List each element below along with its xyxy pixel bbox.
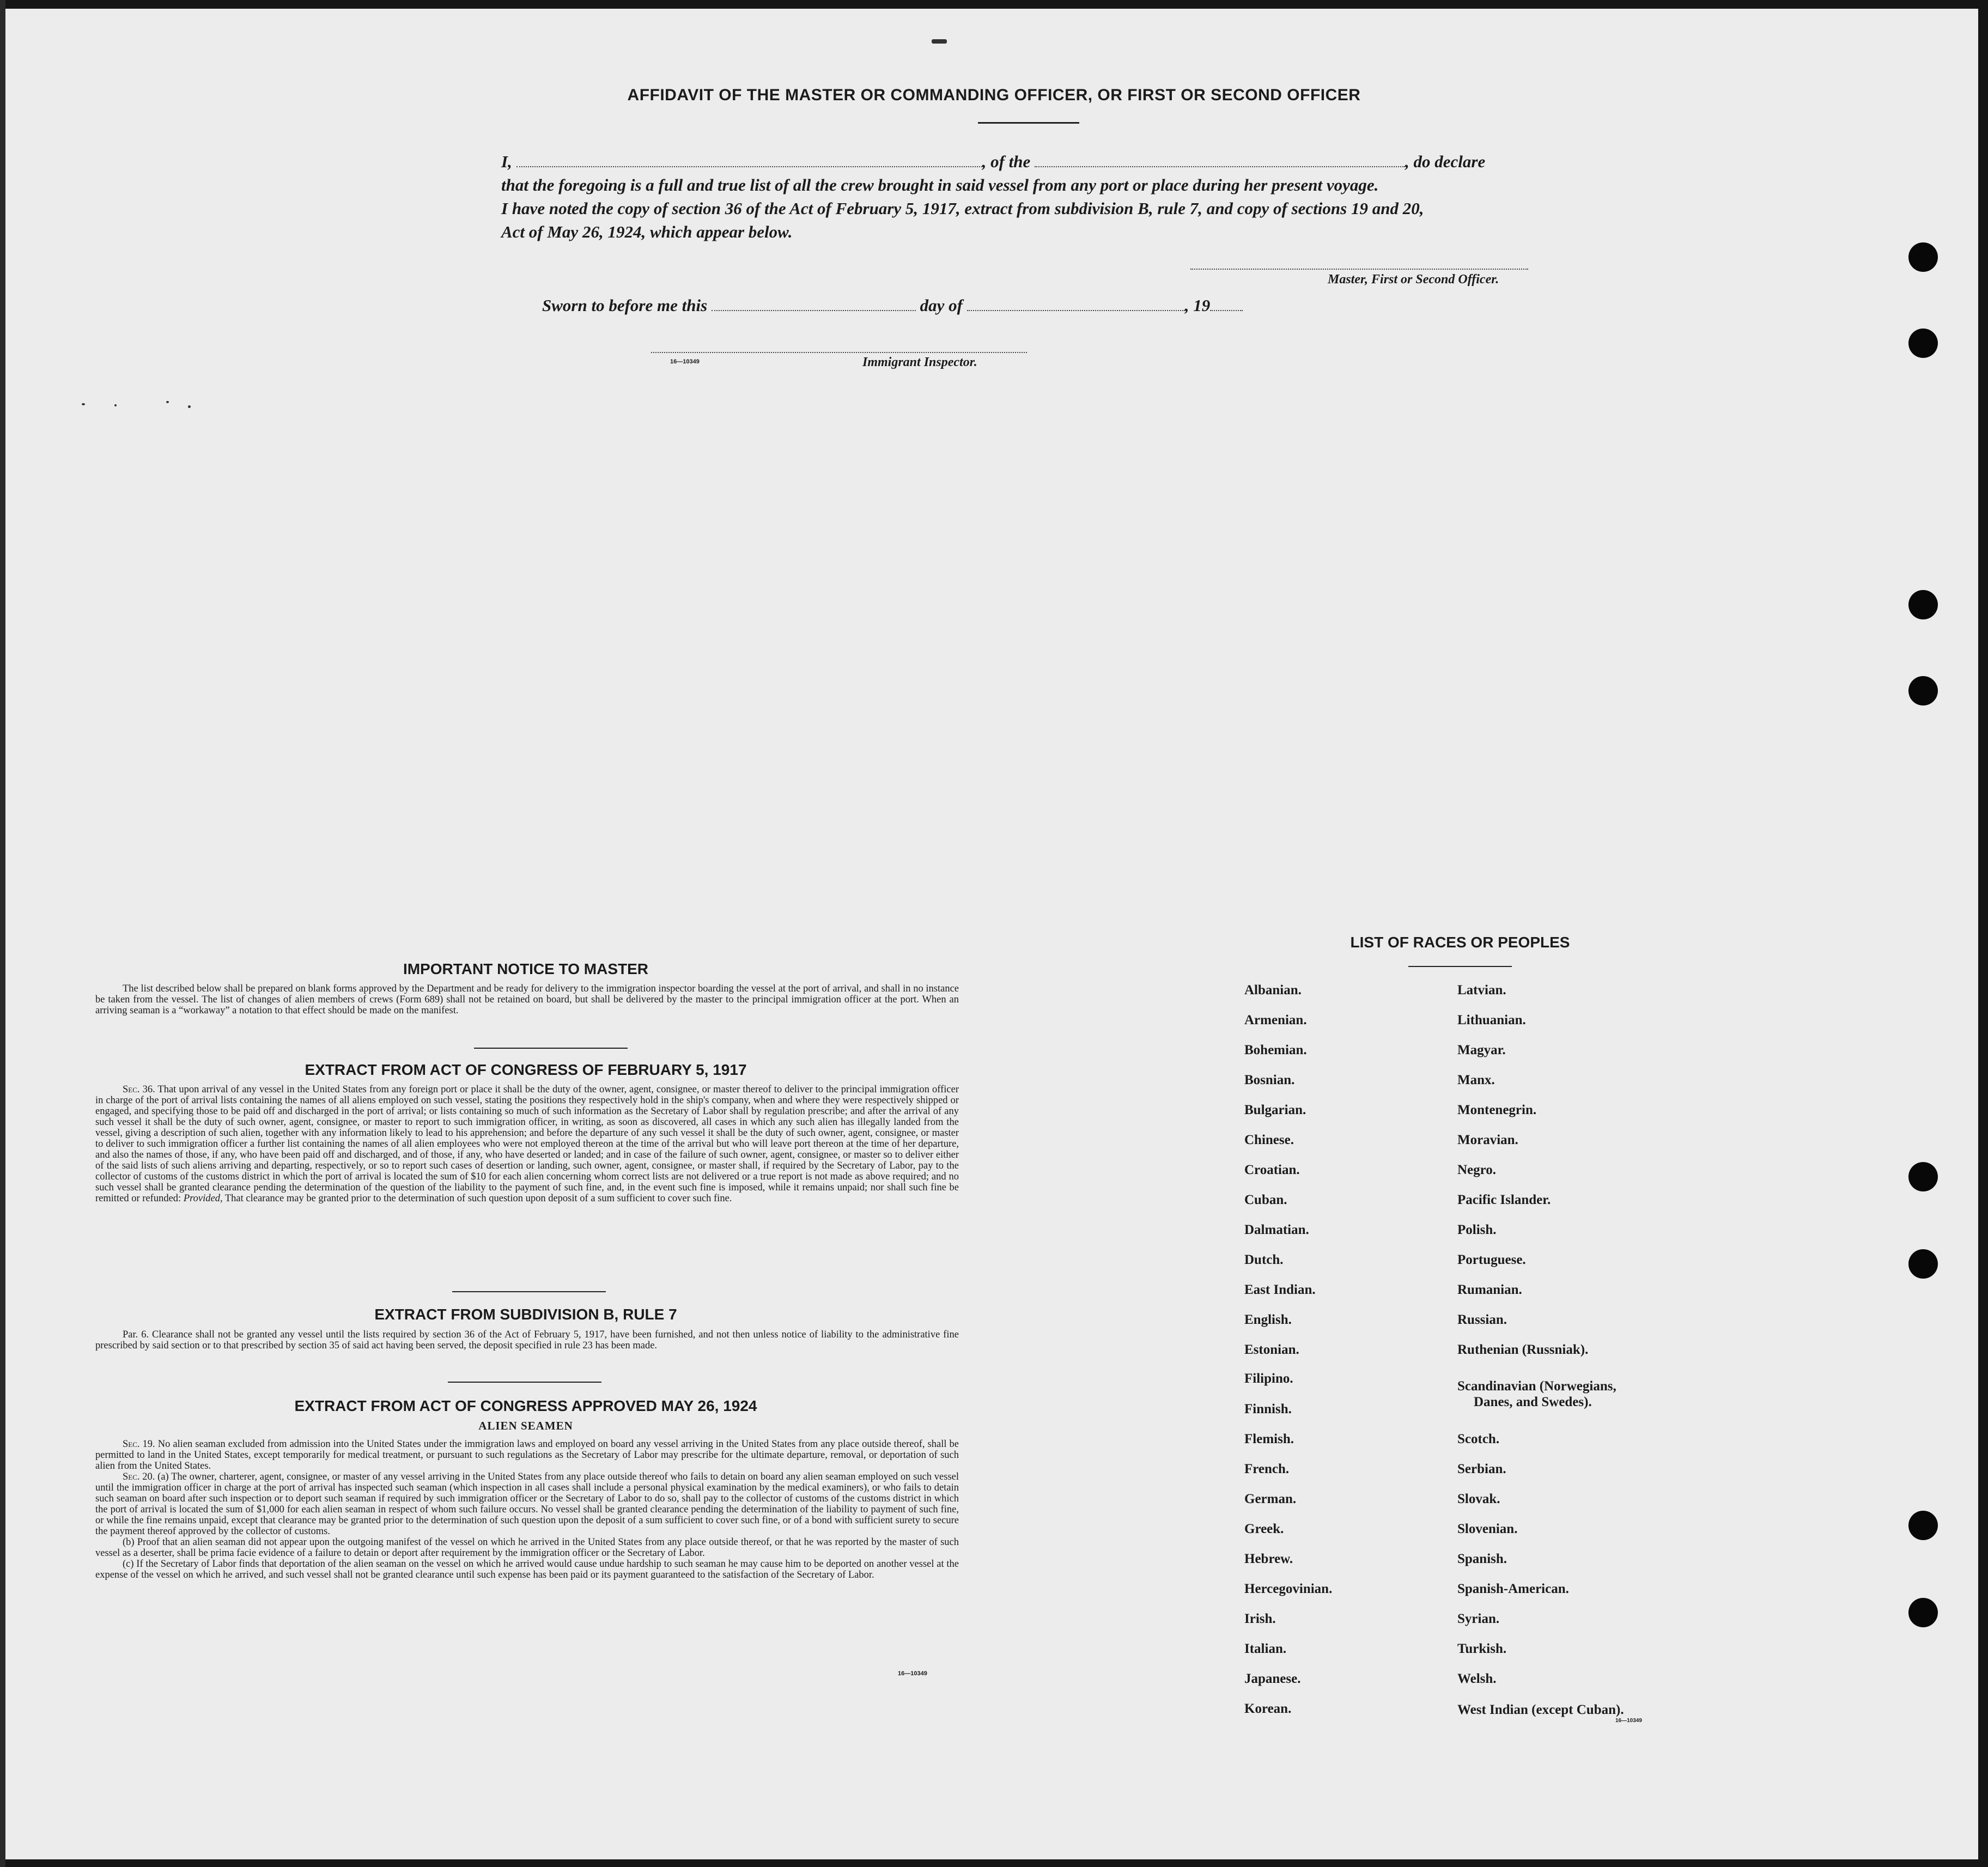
declaration-of-the: , of the [982, 152, 1031, 171]
scan-border-right [1978, 0, 1988, 1867]
sworn-month-blank[interactable] [967, 297, 1185, 311]
punch-hole [1908, 1162, 1938, 1191]
scan-border-bottom [0, 1859, 1988, 1867]
race-item: Lithuanian. [1457, 1013, 1526, 1027]
extract-rule7-paragraph [95, 1329, 959, 1351]
race-item: Portuguese. [1457, 1252, 1526, 1267]
sworn-text: Sworn to before me this [542, 296, 708, 315]
extract-1924-paragraph [95, 1439, 959, 1580]
sworn-year-prefix: , 19 [1184, 296, 1211, 315]
scan-border-top [0, 0, 1988, 9]
speck [166, 401, 169, 403]
race-item: Montenegrin. [1457, 1103, 1537, 1117]
race-item: Magyar. [1457, 1043, 1506, 1057]
race-item: Ruthenian (Russniak). [1457, 1342, 1589, 1357]
punch-hole [1908, 1249, 1938, 1279]
race-item: West Indian (except Cuban). [1457, 1702, 1624, 1717]
notice-form-number: 16—10349 [898, 1670, 927, 1677]
section-rule [448, 1382, 601, 1383]
race-item: Turkish. [1457, 1641, 1507, 1656]
extract-1917-paragraph [95, 1084, 959, 1204]
section-rule [452, 1291, 606, 1292]
punch-hole [1908, 676, 1938, 706]
race-item: East Indian. [1244, 1282, 1316, 1297]
speck [114, 404, 117, 406]
race-item: Albanian. [1244, 983, 1302, 998]
section-rule [474, 1048, 628, 1049]
race-item: Slovenian. [1457, 1522, 1518, 1536]
race-item: Negro. [1457, 1163, 1497, 1177]
race-item: Rumanian. [1457, 1282, 1522, 1297]
race-item: Bosnian. [1244, 1073, 1295, 1087]
punch-hole [1908, 1598, 1938, 1627]
inspector-signature-line[interactable] [651, 352, 1027, 353]
sec-19-text: No alien seaman excluded from admission into the United States under the immigration laws and employed on board any vessel arriving in the United States from any place outside thereof, shall be permitted to land in the United States, except temporarily for medical treatment, or pursuant to such regulations as the Secretary of Labor may prescribe for the ultimate departure, removal, or deportation of such alien from the United States. [95, 1439, 959, 1471]
proviso-label: Provided, [183, 1193, 223, 1204]
race-item: English. [1244, 1312, 1292, 1327]
sworn-line [542, 296, 1243, 315]
extract-1917-heading: EXTRACT FROM ACT OF CONGRESS OF FEBRUARY 5, 1917 [305, 1061, 747, 1078]
speck [82, 403, 85, 405]
punch-hole [1908, 242, 1938, 272]
race-item: Hercegovinian. [1244, 1582, 1333, 1596]
race-item: Russian. [1457, 1312, 1507, 1327]
proviso-text: That clearance may be granted prior to the determination of such question upon deposit of a sum sufficient to cover such fine. [224, 1193, 732, 1204]
race-item: Spanish. [1457, 1552, 1507, 1566]
race-item: Dutch. [1244, 1252, 1284, 1267]
notice-text: The list described below shall be prepared on blank forms approved by the Department and be ready for delivery to the immigration inspector boarding the vessel at the port of arrival, and shall in no instance be taken from the vessel. The list of changes of alien members of crews (Form 689) shall not be retained on board, but shall be delivered by the master to the principal immigration officer at the port. When an arriving seaman is a “workaway” a notation to that effect should be made on the manifest. [95, 983, 959, 1016]
notice-heading: IMPORTANT NOTICE TO MASTER [403, 960, 649, 977]
race-item: Polish. [1457, 1223, 1497, 1237]
race-item: Croatian. [1244, 1163, 1300, 1177]
race-item: Armenian. [1244, 1013, 1307, 1027]
race-item: Korean. [1244, 1701, 1292, 1716]
declaration-do-declare: , do declare [1405, 152, 1486, 171]
notice-paragraph [95, 983, 959, 1016]
race-item: Scotch. [1457, 1432, 1500, 1446]
extract-1924-heading: EXTRACT FROM ACT OF CONGRESS APPROVED MAY 26, 1924 [294, 1397, 757, 1414]
sec-20b-text: (b) Proof that an alien seaman did not appear upon the outgoing manifest of the vessel on which he arrived in the United States from any place outside thereof, or that he was reported by the master of such vessel as a deserter, shall be prima facie evidence of a failure to detain or deport after requirement by the immigration officer or the Secretary of Labor. [95, 1537, 959, 1559]
race-item: Bohemian. [1244, 1043, 1307, 1057]
declaration-line-2: that the foregoing is a full and true list of all the crew brought in said vessel from any port or place during her present voyage. [501, 175, 1379, 194]
declarant-name-blank[interactable] [516, 153, 982, 167]
race-item: Manx. [1457, 1073, 1495, 1087]
declaration-line-4: Act of May 26, 1924, which appear below. [501, 222, 793, 241]
race-item: Slovak. [1457, 1492, 1500, 1506]
race-item: Danes, and Swedes). [1474, 1395, 1592, 1409]
affidavit-form-number: 16—10349 [670, 358, 700, 365]
scan-border-left [0, 0, 5, 1867]
race-item: Italian. [1244, 1641, 1287, 1656]
race-item: Bulgarian. [1244, 1103, 1306, 1117]
extract-rule7-heading: EXTRACT FROM SUBDIVISION B, RULE 7 [374, 1306, 677, 1323]
race-item: Syrian. [1457, 1611, 1500, 1626]
sworn-year-blank[interactable] [1210, 297, 1243, 311]
race-item: Pacific Islander. [1457, 1193, 1551, 1207]
officer-signature-caption: Master, First or Second Officer. [1328, 272, 1499, 287]
sec-20a-text: (a) The owner, charterer, agent, consignee, or master of any vessel arriving in the United States from any place outside thereof who fails to detain on board any alien seaman employed on such vessel until the immigration officer in charge at the port of arrival has inspected such seaman (which inspection in all cases shall include a personal physical examination by the medical examiners), or who fails to detain such seaman on board after such inspection or to deport such seaman if required by such immigration officer or the Secretary of Labor to do so, shall pay to the collector of customs of the customs district in which the port of arrival is located the sum of $1,000 for each alien seaman in respect of whom such failure occurs. No vessel shall be granted clearance pending the determination of the liability to payment of such fine, or while the fine remains unpaid, except that clearance may be granted prior to the determination of such question upon the deposit of a sum sufficient to cover such fine, or of a bond with sufficient surety to secure the payment thereof approved by the collector of customs. [95, 1471, 959, 1537]
race-item: Dalmatian. [1244, 1223, 1309, 1237]
title-rule [978, 122, 1079, 124]
race-item: Latvian. [1457, 983, 1506, 998]
rule7-text: Par. 6. Clearance shall not be granted any vessel until the lists required by section 36 of the Act of February 5, 1917, have been furnished, and not then unless notice of liability to the administrative fine prescribed by said section or to that prescribed by section 35 of said act having been served, the deposit specified in rule 23 has been made. [95, 1329, 959, 1351]
races-heading: LIST OF RACES OR PEOPLES [1350, 934, 1570, 951]
punch-hole [1908, 1511, 1938, 1540]
vessel-name-blank[interactable] [1035, 153, 1405, 167]
race-item: Filipino. [1244, 1371, 1293, 1386]
declaration-line-3: I have noted the copy of section 36 of the Act of February 5, 1917, extract from subdivision B, rule 7, and copy of sections 19 and 20, [501, 199, 1424, 218]
race-item: Scandinavian (Norwegians, [1457, 1379, 1616, 1394]
affidavit-declaration [501, 150, 1553, 244]
sec-36-label: Sec. 36. [123, 1084, 155, 1095]
affidavit-title: AFFIDAVIT OF THE MASTER OR COMMANDING OFFICER, OR FIRST OR SECOND OFFICER [627, 86, 1361, 104]
sec-20-label: Sec. 20. [123, 1471, 155, 1482]
race-item: Flemish. [1244, 1432, 1294, 1446]
officer-signature-line[interactable] [1190, 269, 1528, 270]
race-item: Estonian. [1244, 1342, 1299, 1357]
speck [188, 405, 191, 408]
race-item: Spanish-American. [1457, 1582, 1569, 1596]
sworn-day-of: day of [920, 296, 963, 315]
race-item: Japanese. [1244, 1671, 1301, 1686]
declaration-line-1 [501, 150, 1553, 173]
sec-36-text: That upon arrival of any vessel in the United States from any foreign port or place it shall be the duty of the owner, agent, consignee, or master thereof to deliver to the principal immigration officer in charge of the port of arrival lists containing the names of all aliens employed on such vessel, stating the positions they respectively hold in the ship's company, when and where they were respectively shipped or engaged, and specifying those to be paid off and discharged in the port of arrival; or lists containing so much of such information as the Secretary of Labor shall by regulation prescribe; and after the arrival of any such vessel it shall be the duty of such owner, agent, consignee, or master to report to such immigration officer, in writing, as soon as discovered, all cases in which any such alien has illegally landed from the vessel, giving a description of such alien, together with any information likely to lead to his apprehension; and before the departure of any such vessel it shall be the duty of such owner, agent, consignee, or master to deliver to such immigration officer a further list containing the names of all alien employees who were not employed thereon at the time of the arrival but who will leave port thereon at the time of her departure, and also the names of those, if any, who have been paid off and discharged, and of those, if any, who have deserted or landed; and in case of the failure of such owner, agent, consignee, or master so to deliver either of the said lists of such aliens arriving and departing, respectively, or so to report such cases of desertion or landing, such owner, agent, consignee, or master shall, if required by the Secretary of Labor, pay to the collector of customs of the customs district in which the port of arrival is located the sum of $10 for each alien concerning whom correct lists are not delivered or a true report is not made as above required; and no such vessel shall be granted clearance pending the determination of the question of the liability to the payment of such fine, and, in the event such fine is imposed, while it remains unpaid; nor shall such fine be remitted or refunded: [95, 1084, 959, 1204]
alien-seamen-subheading: ALIEN SEAMEN [478, 1419, 573, 1432]
race-item: French. [1244, 1462, 1290, 1476]
race-item: Finnish. [1244, 1402, 1292, 1416]
race-item: Cuban. [1244, 1193, 1287, 1207]
race-item: Greek. [1244, 1522, 1284, 1536]
race-item: Chinese. [1244, 1133, 1294, 1147]
race-item: German. [1244, 1492, 1297, 1506]
punch-hole [1908, 590, 1938, 619]
sworn-day-blank[interactable] [712, 297, 916, 311]
race-item: Serbian. [1457, 1462, 1506, 1476]
punch-hole [1908, 329, 1938, 358]
declaration-i: I, [501, 152, 512, 171]
race-item: Irish. [1244, 1611, 1276, 1626]
sec-20c-text: (c) If the Secretary of Labor finds that deportation of the alien seaman on the vessel on which he arrived would cause undue hardship to such seaman he may cause him to be deported on another vessel at the expense of the vessel on which he arrived, and such vessel shall not be granted clearance until such expense has been paid or its payment guaranteed to the satisfaction of the Secretary of Labor. [95, 1559, 959, 1580]
races-title-rule [1408, 966, 1512, 967]
race-item: Hebrew. [1244, 1552, 1293, 1566]
race-item: Moravian. [1457, 1133, 1518, 1147]
speck [932, 39, 947, 44]
race-item: Welsh. [1457, 1671, 1497, 1686]
sec-19-label: Sec. 19. [123, 1439, 155, 1450]
races-form-number: 16—10349 [1615, 1718, 1642, 1724]
inspector-signature-caption: Immigrant Inspector. [862, 355, 977, 369]
